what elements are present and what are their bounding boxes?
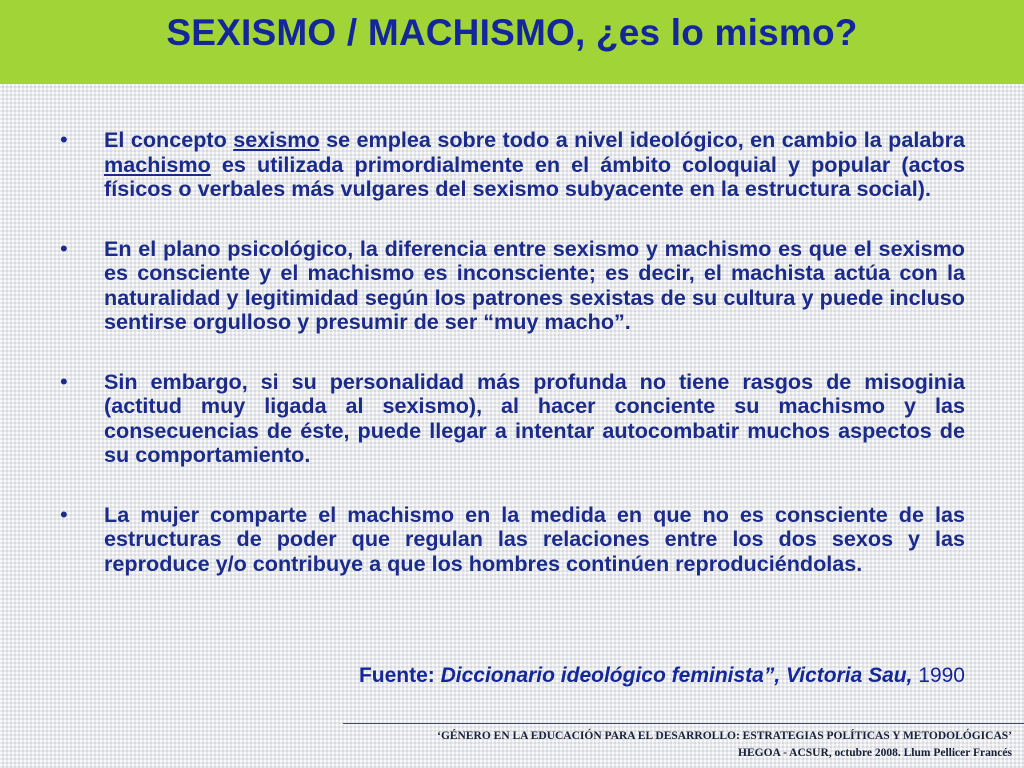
bullet-text [104, 128, 965, 202]
bullet-dot-icon: • [60, 368, 68, 394]
bullet-dot-icon: • [60, 501, 68, 527]
term-machismo: machismo [104, 151, 211, 177]
bullet-text: En el plano psicológico, la diferencia entre sexismo y machismo es que el sexismo es consciente y el machismo es inconsciente; es decir, el machista actúa con la naturalidad y legitimidad según los patrones sexistas de su cultura y puede incluso sentirse orgulloso y presumir de ser “muy macho”. [104, 235, 965, 334]
source-citation [60, 663, 965, 689]
bullet-dot-icon: • [60, 235, 68, 261]
bullet-text-part: El concepto [104, 127, 234, 152]
bullet-item [60, 370, 965, 468]
bullet-text-part: es utilizada primordialmente en el ámbito coloquial y popular (actos físicos o verbales más vulgares del sexismo subyacente en la estructura social). [104, 151, 965, 201]
source-label: Fuente: [358, 664, 441, 687]
title-bar [0, 0, 1024, 84]
bullet-text: Sin embargo, si su personalidad más profunda no tiene rasgos de misoginia (actitud muy ligada al sexismo), al hacer conciente su machismo y las consecuencias de éste, puede llegar a intentar autocombatir muchos aspectos de su comportamiento. [104, 368, 965, 467]
bullet-dot-icon: • [60, 127, 68, 152]
footer-divider [343, 723, 1024, 724]
bullet-list [60, 128, 965, 611]
bullet-item [60, 128, 965, 202]
bullet-item [60, 237, 965, 335]
bullet-text: La mujer comparte el machismo en la medida en que no es consciente de las estructuras de poder que regulan las relaciones entre los dos sexos y las reproduce y/o contribuye a que los hombres continúen reproduciéndolas. [104, 501, 965, 576]
slide-title: SEXISMO / MACHISMO, ¿es lo mismo? [166, 12, 858, 53]
source-work: Diccionario ideológico feminista”, Victoria Sau, [440, 664, 913, 687]
footer-line-1: ‘GÉNERO EN LA EDUCACIÓN PARA EL DESARROLLO: ESTRATEGIAS POLÍTICAS Y METODOLÓGICAS’ [437, 730, 1012, 742]
bullet-item [60, 503, 965, 577]
source-year: 1990 [912, 664, 965, 687]
footer-line-2: HEGOA - ACSUR, octubre 2008. Llum Pellicer Francés [738, 747, 1012, 759]
term-sexismo: sexismo [233, 127, 320, 152]
bullet-text-part: se emplea sobre todo a nivel ideológico, en cambio la palabra [319, 127, 965, 152]
